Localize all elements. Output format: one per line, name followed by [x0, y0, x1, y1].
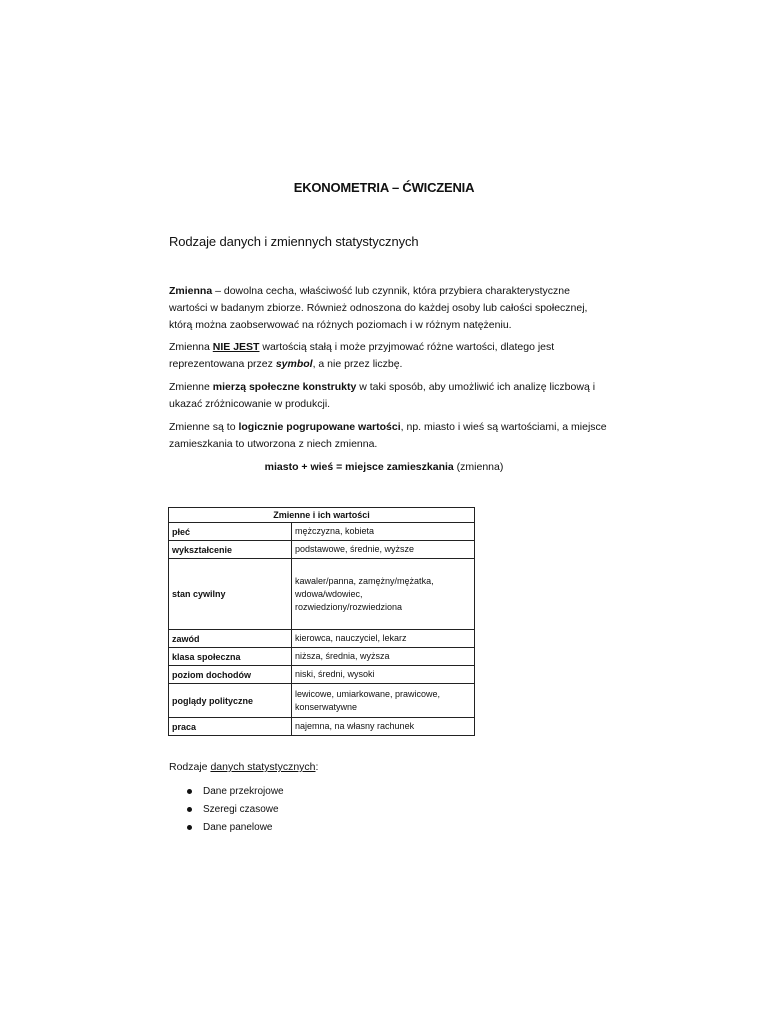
list-item-label: Szeregi czasowe — [203, 804, 279, 815]
table-header: Zmienne i ich wartości — [169, 508, 475, 523]
table-header-row — [169, 508, 475, 523]
term-zmienna: Zmienna — [169, 285, 213, 297]
list-item — [169, 801, 284, 819]
table-row — [169, 718, 475, 736]
table-row — [169, 684, 475, 718]
data-types-intro — [169, 761, 318, 773]
grouped-values-paragraph — [169, 419, 609, 453]
bullet-icon — [187, 807, 192, 812]
section-heading: Rodzaje danych i zmiennych statystycznych — [169, 234, 419, 249]
definition-paragraph — [169, 283, 609, 334]
table-row — [169, 648, 475, 666]
p3-start: Zmienne — [169, 381, 213, 393]
variable-name: stan cywilny — [169, 559, 292, 630]
variable-name: praca — [169, 718, 292, 736]
variable-values: podstawowe, średnie, wyższe — [292, 541, 475, 559]
bullet-icon — [187, 789, 192, 794]
p2-start: Zmienna — [169, 341, 213, 353]
bullet-icon — [187, 825, 192, 830]
variable-values: najemna, na własny rachunek — [292, 718, 475, 736]
variable-name: klasa społeczna — [169, 648, 292, 666]
variable-values: kawaler/panna, zamężny/mężatka, wdowa/wdowiec, rozwiedziony/rozwiedziona — [292, 559, 475, 630]
variable-name: zawód — [169, 630, 292, 648]
table-row — [169, 666, 475, 684]
table-row — [169, 559, 475, 630]
definition-text: – dowolna cecha, właściwość lub czynnik, która przybiera charakterystyczne wartości w badanym zbiorze. Również odnoszona do każdej osoby lub całości społecznej, którą można zaobserwować na różnych poziomach i w różnym natężeniu. — [169, 285, 588, 331]
variable-name: płeć — [169, 523, 292, 541]
data-types-list — [169, 783, 284, 837]
table-row — [169, 523, 475, 541]
nie-jest-emphasis: NIE JEST — [212, 341, 260, 353]
p2-mid: wartością stałą i może przyjmować różne wartości, dlatego jest reprezentowana przez — [169, 341, 555, 370]
variable-name: wykształcenie — [169, 541, 292, 559]
table-row — [169, 541, 475, 559]
formula-bold: miasto + wieś = miejsce zamieszkania — [264, 461, 454, 473]
p4-start: Zmienne są to — [169, 421, 239, 433]
list-item — [169, 819, 284, 837]
constructs-emphasis: mierzą społeczne konstrukty — [212, 381, 357, 393]
rodzaje-start: Rodzaje — [169, 761, 211, 773]
variable-values: niski, średni, wysoki — [292, 666, 475, 684]
formula-line — [0, 461, 768, 473]
variable-name: poglądy polityczne — [169, 684, 292, 718]
variable-name: poziom dochodów — [169, 666, 292, 684]
list-item-label: Dane przekrojowe — [203, 786, 284, 797]
variable-values: lewicowe, umiarkowane, prawicowe, konserwatywne — [292, 684, 475, 718]
list-item — [169, 783, 284, 801]
table-row — [169, 630, 475, 648]
page-title: EKONOMETRIA – ĆWICZENIA — [293, 180, 475, 195]
variables-table — [168, 507, 475, 736]
data-types-link: danych statystycznych — [210, 761, 316, 773]
grouped-values-emphasis: logicznie pogrupowane wartości — [238, 421, 401, 433]
list-item-label: Dane panelowe — [203, 822, 273, 833]
not-constant-paragraph — [169, 339, 609, 373]
rodzaje-end: : — [315, 761, 319, 773]
variable-values: niższa, średnia, wyższa — [292, 648, 475, 666]
constructs-paragraph — [169, 379, 609, 413]
variable-values: kierowca, nauczyciel, lekarz — [292, 630, 475, 648]
p3-end: w taki sposób, aby umożliwić ich analizę liczbową i ukazać zróżnicowanie w produkcji. — [169, 381, 596, 410]
formula-end: (zmienna) — [453, 461, 504, 473]
symbol-emphasis: symbol — [275, 358, 313, 370]
p2-end: , a nie przez liczbę. — [312, 358, 403, 370]
variable-values: mężczyzna, kobieta — [292, 523, 475, 541]
p4-end: , np. miasto i wieś są wartościami, a miejsce zamieszkania to utworzona z niech zmienna. — [169, 421, 607, 450]
